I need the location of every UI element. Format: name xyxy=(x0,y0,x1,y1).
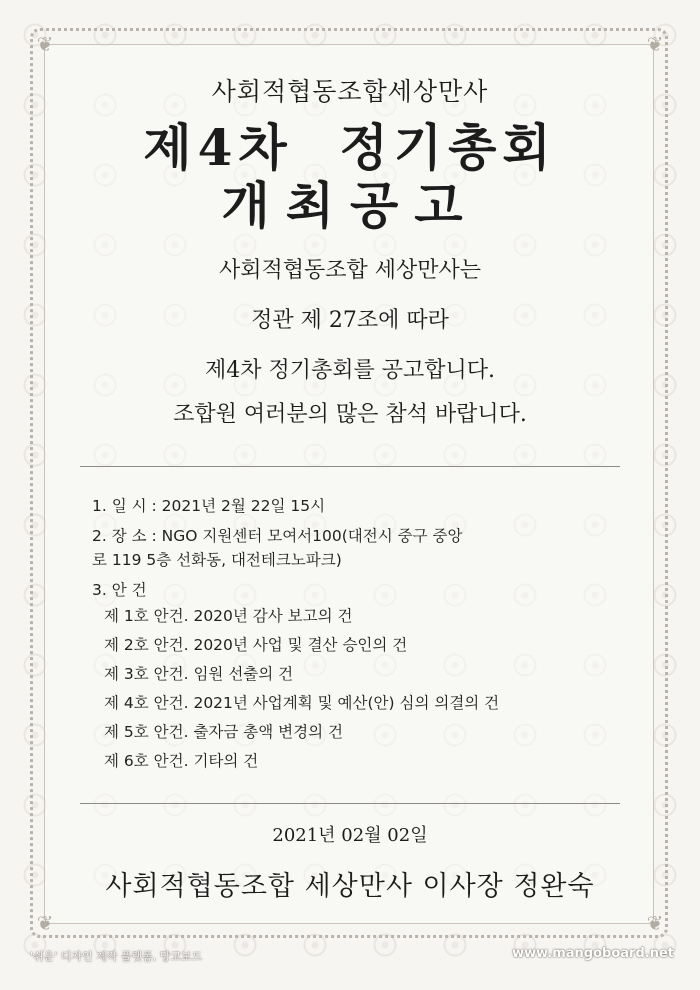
place-line: 2. 장 소 : NGO 지원센터 모여서100(대전시 중구 중앙 xyxy=(92,527,463,545)
divider xyxy=(80,803,620,804)
corner-ornament-icon: ❦ xyxy=(36,32,54,56)
notice-date: 2021년 02월 02일 xyxy=(272,825,428,846)
corner-ornament-icon: ❦ xyxy=(646,911,664,935)
intro-line: 조합원 여러분의 많은 참석 바랍니다. xyxy=(173,402,527,427)
page-title-line2: 개최공고 xyxy=(221,176,479,235)
signature-line: 사회적협동조합 세상만사 이사장 정완숙 xyxy=(105,871,595,902)
credit-text: '쉬운' 디자인 제작 플랫폼, 망고보드 xyxy=(30,950,203,963)
meeting-details xyxy=(92,494,542,776)
intro-line: 정관 제 27조에 따라 xyxy=(251,308,449,333)
place-line-continued: 로 119 5층 선화동, 대전테크노파크) xyxy=(92,551,342,569)
page-title-line1: 제4차 정기총회 xyxy=(143,118,557,177)
agenda-heading: 3. 안 건 xyxy=(92,581,147,599)
agenda-item: 제 5호 안건. 출자금 총액 변경의 건 xyxy=(104,723,344,741)
agenda-item: 제 6호 안건. 기타의 건 xyxy=(104,752,259,770)
corner-ornament-icon: ❦ xyxy=(646,32,664,56)
agenda-item: 제 1호 안건. 2020년 감사 보고의 건 xyxy=(104,607,353,625)
agenda-item: 제 4호 안건. 2021년 사업계획 및 예산(안) 심의 의결의 건 xyxy=(104,694,500,712)
organization-name: 사회적협동조합세상만사 xyxy=(211,77,489,106)
agenda-item: 제 2호 안건. 2020년 사업 및 결산 승인의 건 xyxy=(104,636,408,654)
corner-ornament-icon: ❦ xyxy=(36,911,54,935)
divider xyxy=(80,466,620,467)
intro-line: 사회적협동조합 세상만사는 xyxy=(218,258,482,283)
agenda-item: 제 3호 안건. 임원 선출의 건 xyxy=(104,665,294,683)
intro-line: 제4차 정기총회를 공고합니다. xyxy=(204,358,495,383)
site-url[interactable]: www.mangoboard.net xyxy=(512,946,674,961)
datetime-line: 1. 일 시 : 2021년 2월 22일 15시 xyxy=(92,497,326,515)
